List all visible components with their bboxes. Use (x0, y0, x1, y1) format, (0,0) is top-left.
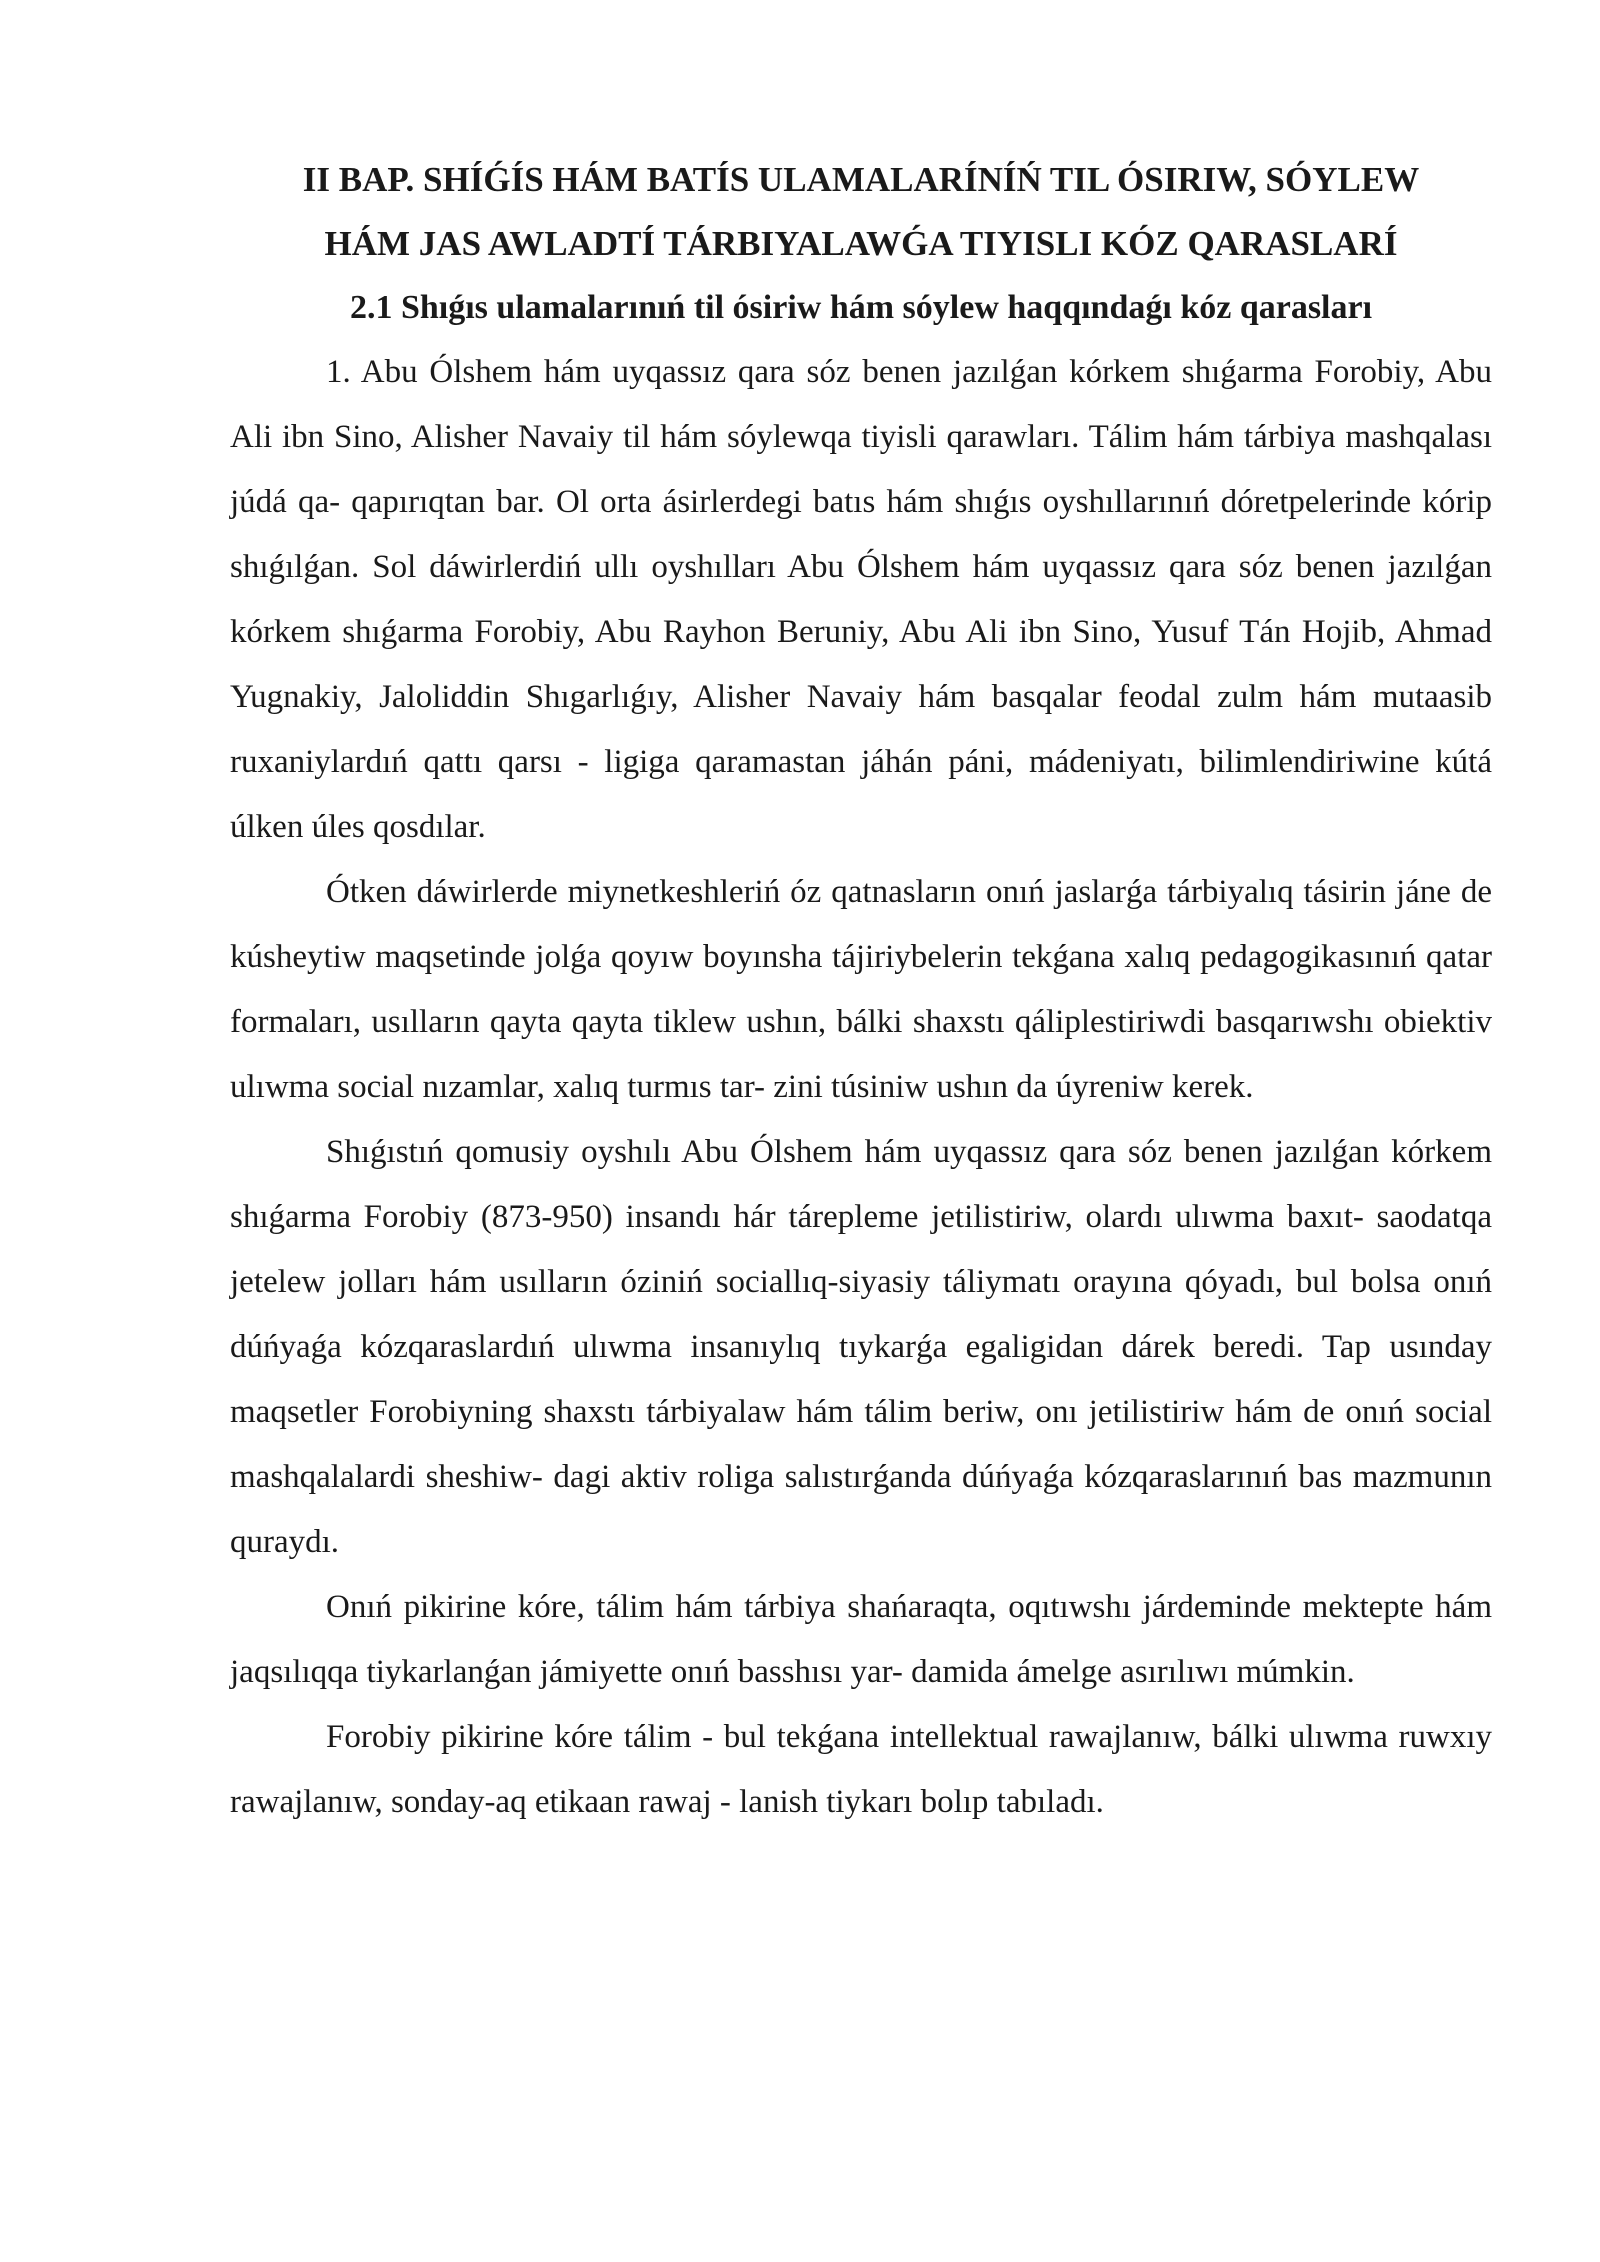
paragraph-1: 1. Abu Ólshem hám uyqassız qara sóz benen jazılǵan kórkem shıǵarma Forobiy, Abu Ali ibn Sino, Alisher Navaiy til hám sóylewqa tiyisli qarawları. Tálim hám tárbiya mashqalası júdá qa- qapırıqtan bar. Ol orta ásirlerdegi batıs hám shıǵıs oyshıllarınıń dóretpelerinde kórip shıǵılǵan. Sol dáwirlerdiń ullı oyshılları Abu Ólshem hám uyqassız qara sóz benen jazılǵan kórkem shıǵarma Forobiy, Abu Rayhon Beruniy, Abu Ali ibn Sino, Yusuf Tán Hojib, Ahmad Yugnakiy, Jaloliddin Shıgarlıǵıy, Alisher Navaiy hám basqalar feodal zulm hám mutaasib ruxaniylardıń qattı qarsı - ligiga qaramastan jáhán páni, mádeniyatı, bilimlendiriwine kútá úlken úles qosdılar. (230, 354, 1492, 845)
paragraph-3: Shıǵıstıń qomusiy oyshılı Abu Ólshem hám uyqassız qara sóz benen jazılǵan kórkem shıǵarma Forobiy (873-950) insandı hár tárepleme jetilistiriw, olardı ulıwma baxıt- saodatqa jetelew jolları hám usılların óziniń sociallıq-siyasiy táliymatı orayına qóyadı, bul bolsa onıń dúńyaǵa kózqaraslardıń ulıwma insanıylıq tıykarǵa egaligidan dárek beredi. Tap usınday maqsetler Forobiyning shaxstı tárbiyalaw hám tálim beriw, onı jetilistiriw hám de onıń social mashqalalardi sheshiw- dagi aktiv roliga salıstırǵanda dúńyaǵa kózqaraslarınıń bas mazmunın quraydı. (230, 1134, 1492, 1560)
paragraph-2: Ótken dáwirlerde miynetkeshleriń óz qatnasların onıń jaslarǵa tárbiyalıq tásirin jáne de kúsheytiw maqsetinde jolǵa qoyıw boyınsha tájiriybelerin tekǵana xalıq pedagogikasınıń qatar formaları, usılların qayta qayta tiklew ushın, bálki shaxstı qáliplestiriwdi basqarıwshı obiektiv ulıwma social nızamlar, xalıq turmıs tar- zini túsiniw ushın da úyreniw kerek. (230, 874, 1492, 1105)
section-title: 2.1 Shıǵıs ulamalarınıń til ósiriw hám sóylew haqqındaǵı kóz qarasları (349, 289, 1373, 326)
chapter-title-line-2: HÁM JAS AWLADTÍ TÁRBIYALAWǴA TIYISLI KÓZ QARASLARÍ (324, 224, 1398, 263)
paragraph-5: Forobiy pikirine kóre tálim - bul tekǵana intellektual rawajlanıw, bálki ulıwma ruwxıy rawajlanıw, sonday-aq etikaan rawaj - lanish tiykarı bolıp tabıladı. (230, 1719, 1492, 1820)
chapter-title-line-1: II BAP. SHÍǴÍS HÁM BATÍS ULAMALARÍNÍŃ TIL ÓSIRIW, SÓYLEW (302, 160, 1420, 199)
paragraph-4: Onıń pikirine kóre, tálim hám tárbiya shańaraqta, oqıtıwshı járdeminde mektepte hám jaqsılıqqa tiykarlanǵan jámiyette onıń basshısı yar- damida ámelge asırılıwı múmkin. (230, 1589, 1492, 1690)
document-page (230, 148, 1492, 1835)
